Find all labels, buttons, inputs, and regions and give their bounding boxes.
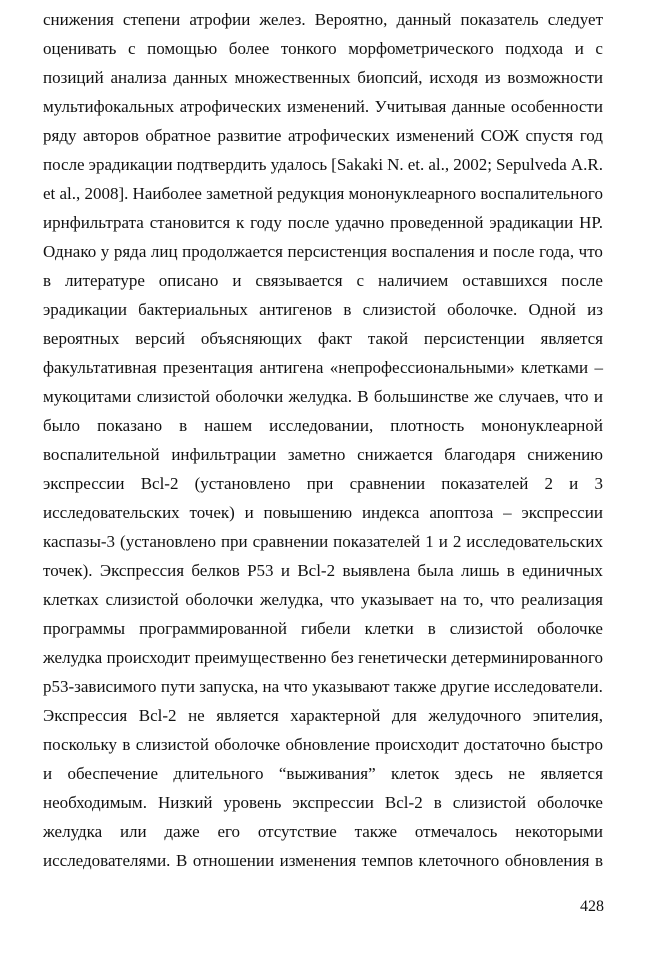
- text-line: исследователями. В отношении изменения темпов клеточного обновления в: [43, 851, 603, 870]
- text-line: позиций анализа данных множественных биопсий, исходя из возможности: [43, 68, 603, 87]
- text-line: в литературе описано и связывается с наличием оставшихся после: [43, 271, 603, 290]
- text-line: ряду авторов обратное развитие атрофических изменений СОЖ спустя год: [43, 126, 603, 145]
- text-line: мукоцитами слизистой оболочки желудка. В большинстве же случаев, что и: [43, 387, 603, 406]
- text-line: каспазы-3 (установлено при сравнении показателей 1 и 2 исследовательских: [43, 532, 603, 551]
- text-line: факультативная презентация антигена «непрофессиональными» клетками –: [43, 358, 603, 377]
- text-line: необходимым. Низкий уровень экспрессии Bcl-2 в слизистой оболочке: [43, 793, 603, 812]
- text-line: желудка происходит преимущественно без генетически детерминированного: [43, 648, 603, 667]
- text-line: клетках слизистой оболочки желудка, что указывает на то, что реализация: [43, 590, 603, 609]
- text-line: экспрессии Bcl-2 (установлено при сравнении показателей 2 и 3: [43, 474, 603, 493]
- page-number: 428: [580, 898, 604, 915]
- text-line: программы программированной гибели клетки в слизистой оболочке: [43, 619, 603, 638]
- text-line: после эрадикации подтвердить удалось [Sakaki N. et. al., 2002; Sepulveda A.R.: [43, 155, 603, 174]
- text-line: р53-зависимого пути запуска, на что указывают также другие исследователи.: [43, 677, 603, 696]
- text-line: исследовательских точек) и повышению индекса апоптоза – экспрессии: [43, 503, 603, 522]
- text-line: точек). Экспрессия белков P53 и Bcl-2 выявлена была лишь в единичных: [43, 561, 603, 580]
- text-line: и обеспечение длительного “выживания” клеток здесь не является: [43, 764, 603, 783]
- text-line: et al., 2008]. Наиболее заметной редукция мононуклеарного воспалительного: [43, 184, 603, 203]
- text-line: воспалительной инфильтрации заметно снижается благодаря снижению: [43, 445, 603, 464]
- text-line: Экспрессия Bcl-2 не является характерной для желудочного эпителия,: [43, 706, 603, 725]
- text-line: желудка или даже его отсутствие также отмечалось некоторыми: [43, 822, 603, 841]
- text-line: было показано в нашем исследовании, плотность мононуклеарной: [43, 416, 603, 435]
- text-line: снижения степени атрофии желез. Вероятно, данный показатель следует: [43, 10, 603, 29]
- text-line: оценивать с помощью более тонкого морфометрического подхода и с: [43, 39, 603, 58]
- text-line: ирнфильтрата становится к году после удачно проведенной эрадикации НР.: [43, 213, 603, 232]
- text-line: Однако у ряда лиц продолжается персистенция воспаления и после года, что: [43, 242, 603, 261]
- text-line: вероятных версий объясняющих факт такой персистенции является: [43, 329, 603, 348]
- text-line: поскольку в слизистой оболочке обновление происходит достаточно быстро: [43, 735, 603, 754]
- text-line: мультифокальных атрофических изменений. Учитывая данные особенности: [43, 97, 603, 116]
- text-line: эрадикации бактериальных антигенов в слизистой оболочке. Одной из: [43, 300, 603, 319]
